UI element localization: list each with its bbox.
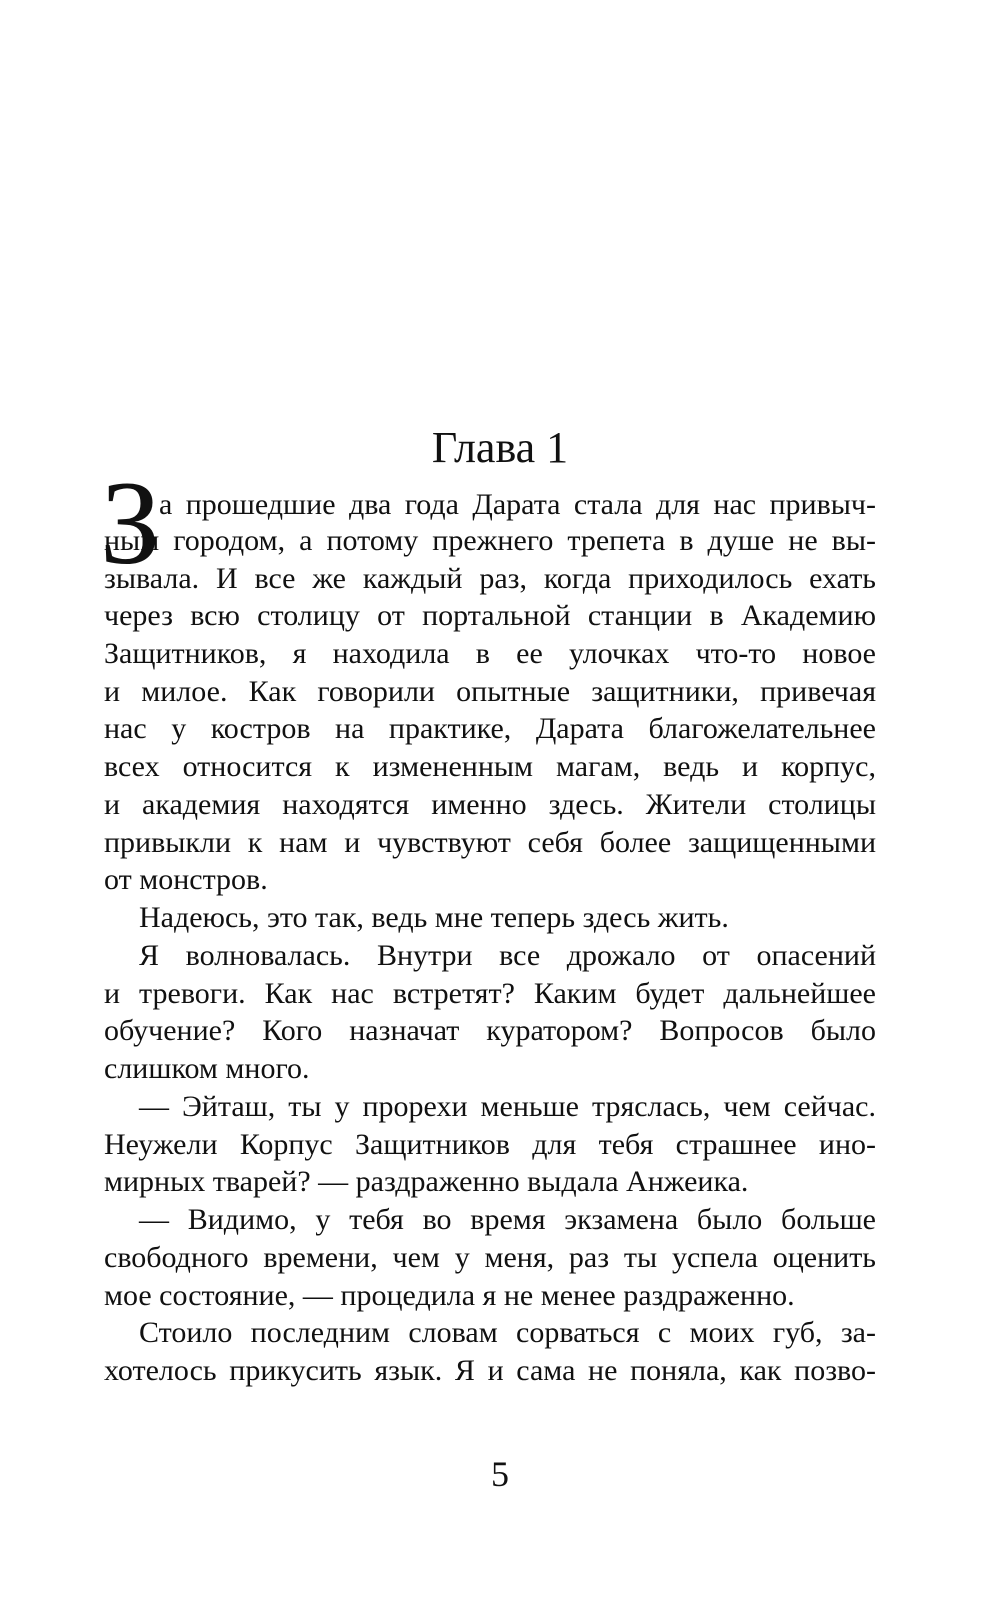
text-line: привыкли к нам и чувствуют себя более защищенными — [104, 826, 876, 859]
text-line: Стоило последним словам сорваться с моих губ, за- — [139, 1316, 876, 1349]
text-line: Защитников, я находила в ее улочках что-то новое — [104, 637, 876, 670]
text-line: от монстров. — [104, 863, 268, 896]
text-line: слишком много. — [104, 1052, 310, 1085]
text-line: и милое. Как говорили опытные защитники, привечая — [104, 675, 876, 708]
text-line: и тревоги. Как нас встретят? Каким будет дальнейшее — [104, 977, 876, 1010]
text-line: хотелось прикусить язык. Я и сама не поняла, как позво- — [104, 1354, 876, 1387]
text-line: и академия находятся именно здесь. Жители столицы — [104, 788, 876, 821]
text-line: зывала. И все же каждый раз, когда приходилось ехать — [104, 562, 876, 595]
text-line: всех относится к измененным магам, ведь и корпус, — [104, 750, 876, 783]
text-line: свободного времени, чем у меня, раз ты успела оценить — [104, 1241, 876, 1274]
text-line: обучение? Кого назначат куратором? Вопросов было — [104, 1014, 876, 1047]
page-number: 5 — [491, 1454, 509, 1494]
text-line: ным городом, а потому прежнего трепета в душе не вы- — [104, 524, 876, 557]
text-line: а прошедшие два года Дарата стала для нас привыч- — [159, 488, 876, 521]
text-line: мирных тварей? — раздраженно выдала Анжеика. — [104, 1165, 749, 1198]
text-line: — Эйташ, ты у прорехи меньше тряслась, чем сейчас. — [139, 1090, 876, 1123]
drop-cap-letter: З — [100, 456, 161, 589]
text-line: Надеюсь, это так, ведь мне теперь здесь жить. — [139, 901, 729, 934]
text-line: через всю столицу от портальной станции в Академию — [104, 599, 876, 632]
chapter-title: Глава 1 — [431, 423, 569, 472]
text-line: Я волновалась. Внутри все дрожало от опасений — [139, 939, 876, 972]
text-line: нас у костров на практике, Дарата благожелательнее — [104, 712, 876, 745]
text-line: Неужели Корпус Защитников для тебя страшнее ино- — [104, 1128, 876, 1161]
text-line: — Видимо, у тебя во время экзамена было больше — [139, 1203, 876, 1236]
text-line: мое состояние, — процедила я не менее раздраженно. — [104, 1279, 795, 1312]
